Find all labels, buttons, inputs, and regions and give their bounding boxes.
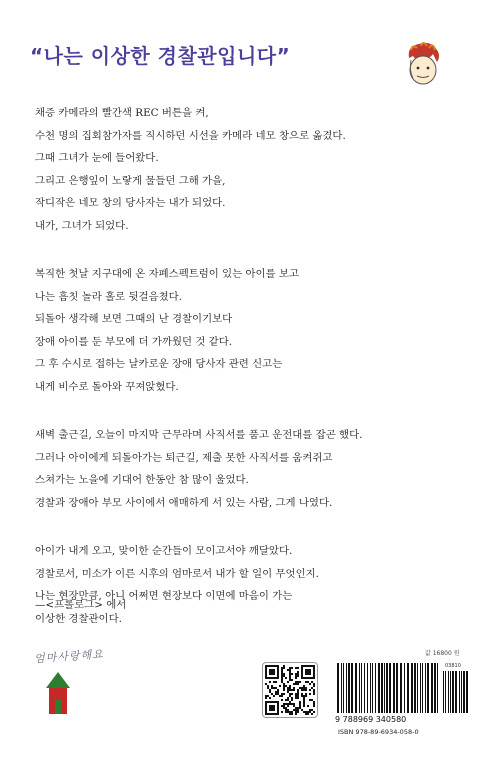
text-line: 이상한 경찰관이다. (35, 612, 122, 625)
text-line: 수천 명의 집회참가자를 직시하던 시선을 카메라 네모 창으로 옮겼다. (35, 129, 346, 142)
text-line: 복직한 첫날 지구대에 온 자폐스펙트럼이 있는 아이를 보고 (35, 268, 300, 280)
isbn-number: ISBN 978-89-6934-058-0 (338, 728, 419, 736)
doodle-text: 엄마사랑해요 (33, 647, 105, 666)
text-line: 아이가 내게 오고, 맞이한 순간들이 모이고서야 깨달았다. (35, 545, 293, 557)
ean-addon-number: 03810 (445, 663, 461, 669)
text-line: 장애 아이를 둔 부모에 더 가까웠던 것 같다. (35, 335, 233, 348)
source-attribution: —<프롤로그> 에서 (35, 599, 127, 611)
paragraph-1 (35, 102, 475, 237)
qr-code-icon (262, 662, 318, 718)
paragraph-4 (35, 540, 475, 630)
child-doodle (30, 648, 140, 728)
price-label: 값 16800 원 (425, 650, 460, 657)
paragraph-2 (35, 263, 475, 398)
text-line: 나는 현장만큼, 아니 어쩌면 현장보다 이면에 마음이 가는 (35, 590, 293, 602)
prologue-excerpt (35, 102, 475, 656)
text-line: 그리고 은행잎이 노랗게 물들던 그해 가을, (35, 174, 226, 187)
text-line: 내가, 그녀가 되었다. (35, 219, 129, 232)
text-line: 그러나 아이에게 되돌아가는 퇴근길, 제출 못한 사직서를 움켜쥐고 (35, 451, 333, 464)
text-line: 경찰로서, 미소가 이른 시후의 엄마로서 내가 할 일이 무엇인지. (35, 567, 319, 580)
face-illustration-icon (403, 40, 443, 88)
text-line: 그때 그녀가 눈에 들어왔다. (35, 152, 159, 164)
text-line: 새벽 출근길, 오늘이 마지막 근무라며 사직서를 품고 운전대를 잡곤 했다. (35, 429, 363, 441)
text-line: 그 후 수시로 접하는 날카로운 장애 당사자 관련 신고는 (35, 358, 283, 370)
text-line: 나는 흠칫 놀라 홀로 뒷걸음쳤다. (35, 290, 182, 303)
text-line: 내게 비수로 돌아와 꾸져앉혔다. (35, 380, 179, 393)
book-title: “나는 이상한 경찰관입니다” (30, 44, 291, 68)
barcode-digits: 9 788969 340580 (335, 715, 407, 724)
house-doodle-icon (44, 670, 72, 716)
text-line: 작디작은 네모 창의 당사자는 내가 되었다. (35, 197, 226, 209)
text-line: 채증 카메라의 빨간색 REC 버튼을 켜, (35, 107, 209, 119)
text-line: 되돌아 생각해 보면 그때의 난 경찰이기보다 (35, 313, 233, 325)
paragraph-3 (35, 424, 475, 514)
barcode-icon (333, 655, 473, 725)
text-line: 경찰과 장애아 부모 사이에서 애매하게 서 있는 사람, 그게 나였다. (35, 496, 333, 509)
text-line: 스쳐가는 노을에 기대어 한동안 참 많이 울었다. (35, 474, 249, 486)
